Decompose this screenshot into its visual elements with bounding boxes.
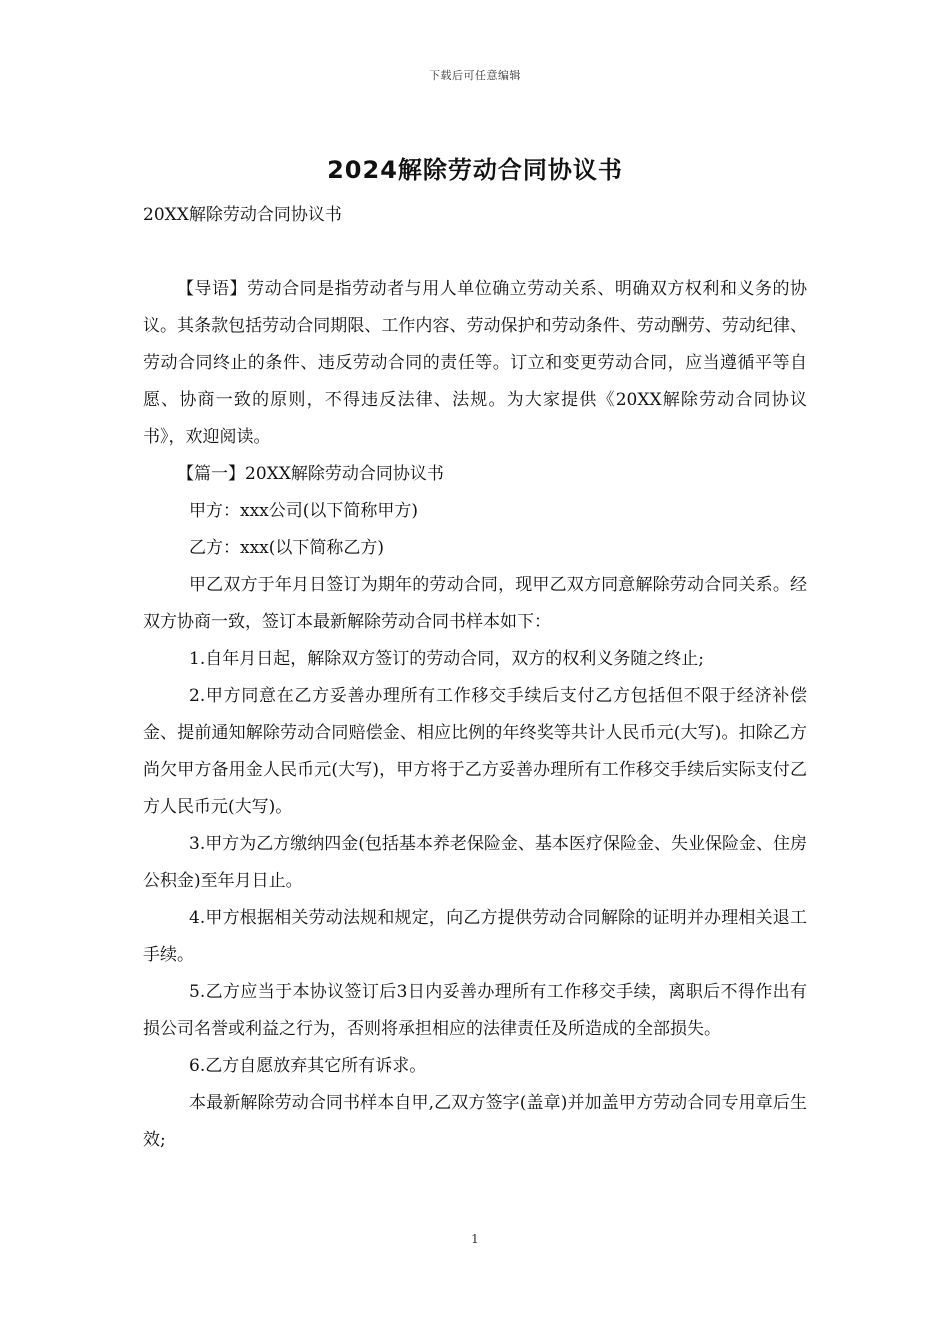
document-subtitle: 20XX解除劳动合同协议书 <box>143 205 342 225</box>
effective-clause: 本最新解除劳动合同书样本自甲,乙双方签字(盖章)并加盖甲方劳动合同专用章后生效; <box>143 1093 807 1150</box>
clause-3: 3.甲方为乙方缴纳四金(包括基本养老保险金、基本医疗保险金、失业保险金、住房公积金)至年月日止。 <box>143 834 807 891</box>
document-title: 2024解除劳动合同协议书 <box>327 156 623 184</box>
party-b-line: 乙方：xxx(以下简称乙方) <box>189 538 385 558</box>
document-body <box>143 197 807 1159</box>
clause-5: 5.乙方应当于本协议签订后3日内妥善办理所有工作移交手续，离职后不得作出有损公司名誉或利益之行为，否则将承担相应的法律责任及所造成的全部损失。 <box>143 982 807 1039</box>
clause-1: 1.自年月日起，解除双方签订的劳动合同，双方的权利义务随之终止; <box>189 649 704 669</box>
clause-6: 6.乙方自愿放弃其它所有诉求。 <box>189 1056 427 1076</box>
intro-paragraph: 【导语】劳动合同是指劳动者与用人单位确立劳动关系、明确双方权利和义务的协议。其条款包括劳动合同期限、工作内容、劳动保护和劳动条件、劳动酬劳、劳动纪律、劳动合同终止的条件、违反劳动合同的责任等。订立和变更劳动合同，应当遵循平等自愿、协商一致的原则，不得违反法律、法规。为大家提供《20XX解除劳动合同协议书》，欢迎阅读。 <box>143 279 807 447</box>
page-number: 1 <box>471 1232 479 1246</box>
clause-4: 4.甲方根据相关劳动法规和规定，向乙方提供劳动合同解除的证明并办理相关退工手续。 <box>143 908 807 965</box>
section-heading: 【篇一】20XX解除劳动合同协议书 <box>177 464 444 484</box>
party-a-line: 甲方：xxx公司(以下简称甲方) <box>189 501 419 521</box>
agreement-paragraph: 甲乙双方于年月日签订为期年的劳动合同，现甲乙双方同意解除劳动合同关系。经双方协商一致，签订本最新解除劳动合同书样本如下： <box>143 575 807 632</box>
clause-2: 2.甲方同意在乙方妥善办理所有工作移交手续后支付乙方包括但不限于经济补偿金、提前通知解除劳动合同赔偿金、相应比例的年终奖等共计人民币元(大写)。扣除乙方尚欠甲方备用金人民币元(大写)，甲方将于乙方妥善办理所有工作移交手续后实际支付乙方人民币元(大写)。 <box>143 686 807 817</box>
header-note: 下载后可任意编辑 <box>429 69 521 82</box>
